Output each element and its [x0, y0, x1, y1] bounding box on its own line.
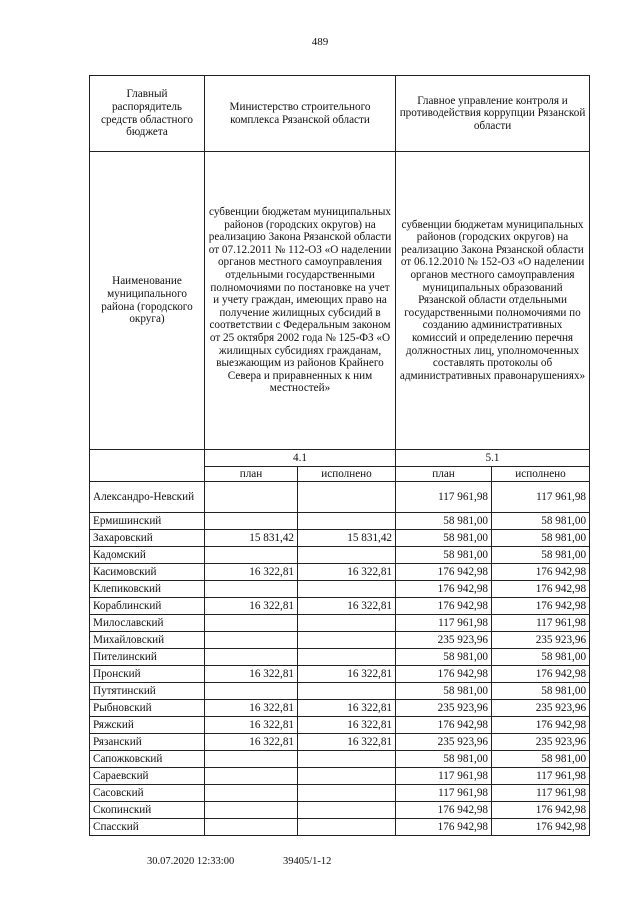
district-name: Пронский — [90, 666, 205, 683]
subheader-subvention-51: субвенции бюджетам муниципальных районов (городских округов) на реализацию Закона Рязанской области от 06.12.2010 № 152-ОЗ «О наделении органов местного самоуправления муниципальных образований Рязанской области отдельными государственными полномочиями по созданию административных комиссий и определению перечня должностных лиц, уполномоченных составлять протоколы об административных правонарушениях» — [396, 152, 590, 450]
plan-41 — [205, 581, 298, 598]
exec-41: 16 322,81 — [298, 564, 396, 581]
table-row — [90, 513, 590, 530]
exec-41 — [298, 768, 396, 785]
exec-51: 58 981,00 — [492, 513, 590, 530]
code-51: 5.1 — [396, 450, 590, 467]
table-row — [90, 581, 590, 598]
plan-41 — [205, 819, 298, 836]
exec-51: 58 981,00 — [492, 751, 590, 768]
exec-41: 16 322,81 — [298, 734, 396, 751]
plan-41 — [205, 768, 298, 785]
exec-51: 176 942,98 — [492, 819, 590, 836]
exec-51: 117 961,98 — [492, 768, 590, 785]
table-row — [90, 547, 590, 564]
exec-51: 176 942,98 — [492, 564, 590, 581]
plan-51: 235 923,96 — [396, 700, 492, 717]
exec-51: 176 942,98 — [492, 802, 590, 819]
plan-41: 16 322,81 — [205, 734, 298, 751]
exec-51: 117 961,98 — [492, 785, 590, 802]
exec-51: 117 961,98 — [492, 615, 590, 632]
plan-51: 58 981,00 — [396, 530, 492, 547]
plan-label: план — [396, 467, 492, 482]
plan-51: 117 961,98 — [396, 482, 492, 513]
plan-41: 16 322,81 — [205, 717, 298, 734]
plan-51: 176 942,98 — [396, 819, 492, 836]
plan-51: 117 961,98 — [396, 768, 492, 785]
exec-41: 16 322,81 — [298, 598, 396, 615]
exec-41 — [298, 482, 396, 513]
table-row — [90, 785, 590, 802]
table-row — [90, 615, 590, 632]
plan-41 — [205, 751, 298, 768]
plan-51: 58 981,00 — [396, 683, 492, 700]
exec-41 — [298, 581, 396, 598]
plan-51: 176 942,98 — [396, 564, 492, 581]
plan-51: 176 942,98 — [396, 802, 492, 819]
table-row — [90, 717, 590, 734]
plan-51: 58 981,00 — [396, 751, 492, 768]
table-row — [90, 564, 590, 581]
exec-51: 235 923,96 — [492, 632, 590, 649]
subheader-district-name: Наименование муниципального района (городского округа) — [90, 152, 205, 450]
district-name: Милославский — [90, 615, 205, 632]
exec-41 — [298, 785, 396, 802]
header-anticorruption: Главное управление контроля и противодействия коррупции Рязанской области — [396, 76, 590, 152]
table-row — [90, 768, 590, 785]
district-name: Рязанский — [90, 734, 205, 751]
table-row — [90, 632, 590, 649]
exec-41 — [298, 683, 396, 700]
district-name: Кораблинский — [90, 598, 205, 615]
exec-41: 16 322,81 — [298, 700, 396, 717]
code-41: 4.1 — [205, 450, 396, 467]
plan-41: 16 322,81 — [205, 564, 298, 581]
district-name: Сараевский — [90, 768, 205, 785]
table-row — [90, 649, 590, 666]
plan-41 — [205, 615, 298, 632]
exec-41 — [298, 513, 396, 530]
exec-51: 235 923,96 — [492, 734, 590, 751]
header-ministry: Министерство строительного комплекса Рязанской области — [205, 76, 396, 152]
district-name: Ряжский — [90, 717, 205, 734]
district-name: Касимовский — [90, 564, 205, 581]
plan-41 — [205, 632, 298, 649]
exec-51: 176 942,98 — [492, 717, 590, 734]
exec-41 — [298, 615, 396, 632]
exec-label: исполнено — [492, 467, 590, 482]
exec-51: 176 942,98 — [492, 598, 590, 615]
plan-41 — [205, 482, 298, 513]
plan-51: 235 923,96 — [396, 734, 492, 751]
footer-doc-id: 39405/1-12 — [283, 856, 332, 867]
table-row — [90, 819, 590, 836]
plan-51: 58 981,00 — [396, 649, 492, 666]
plan-41 — [205, 683, 298, 700]
empty-cell — [90, 450, 205, 482]
plan-41 — [205, 513, 298, 530]
exec-51: 176 942,98 — [492, 581, 590, 598]
district-name: Сапожковский — [90, 751, 205, 768]
table-row — [90, 700, 590, 717]
plan-41 — [205, 785, 298, 802]
plan-41: 16 322,81 — [205, 700, 298, 717]
subheader-subvention-41: субвенции бюджетам муниципальных районов (городских округов) на реализацию Закона Рязанской области от 07.12.2011 № 112-ОЗ «О наделении органов местного самоуправления отдельными государственными полномочиями по постановке на учет и учету граждан, имеющих право на получение жилищных субсидий в соответствии с Федеральным законом от 25 октября 2002 года № 125-ФЗ «О жилищных субсидиях гражданам, выезжающим из районов Крайнего Севера и приравненных к ним местностей» — [205, 152, 396, 450]
district-name: Сасовский — [90, 785, 205, 802]
exec-51: 58 981,00 — [492, 530, 590, 547]
table-row — [90, 802, 590, 819]
district-name: Ермишинский — [90, 513, 205, 530]
plan-51: 176 942,98 — [396, 717, 492, 734]
header-row — [90, 76, 590, 152]
table-row — [90, 683, 590, 700]
district-name: Рыбновский — [90, 700, 205, 717]
plan-41: 15 831,42 — [205, 530, 298, 547]
exec-label: исполнено — [298, 467, 396, 482]
plan-51: 235 923,96 — [396, 632, 492, 649]
exec-41 — [298, 632, 396, 649]
exec-41: 16 322,81 — [298, 666, 396, 683]
exec-41 — [298, 649, 396, 666]
plan-label: план — [205, 467, 298, 482]
table-row — [90, 598, 590, 615]
header-budget-manager: Главный распорядитель средств областного бюджета — [90, 76, 205, 152]
plan-51: 176 942,98 — [396, 581, 492, 598]
exec-41 — [298, 802, 396, 819]
district-name: Кадомский — [90, 547, 205, 564]
table-row — [90, 482, 590, 513]
table-row — [90, 530, 590, 547]
table-row — [90, 734, 590, 751]
district-name: Клепиковский — [90, 581, 205, 598]
district-name: Михайловский — [90, 632, 205, 649]
plan-41 — [205, 802, 298, 819]
page-number: 489 — [311, 36, 329, 48]
plan-51: 117 961,98 — [396, 785, 492, 802]
plan-41 — [205, 649, 298, 666]
plan-41 — [205, 547, 298, 564]
exec-41: 15 831,42 — [298, 530, 396, 547]
plan-51: 176 942,98 — [396, 598, 492, 615]
exec-51: 58 981,00 — [492, 649, 590, 666]
table-row — [90, 751, 590, 768]
plan-41: 16 322,81 — [205, 598, 298, 615]
footer-timestamp: 30.07.2020 12:33:00 — [147, 856, 235, 867]
plan-51: 58 981,00 — [396, 547, 492, 564]
plan-51: 176 942,98 — [396, 666, 492, 683]
exec-51: 58 981,00 — [492, 683, 590, 700]
table-row — [90, 666, 590, 683]
budget-table — [89, 75, 590, 836]
exec-51: 117 961,98 — [492, 482, 590, 513]
district-name: Пителинский — [90, 649, 205, 666]
district-name: Спасский — [90, 819, 205, 836]
exec-41: 16 322,81 — [298, 717, 396, 734]
code-row — [90, 450, 590, 467]
exec-51: 58 981,00 — [492, 547, 590, 564]
exec-51: 176 942,98 — [492, 666, 590, 683]
plan-51: 58 981,00 — [396, 513, 492, 530]
plan-51: 117 961,98 — [396, 615, 492, 632]
exec-41 — [298, 819, 396, 836]
district-name: Скопинский — [90, 802, 205, 819]
plan-41: 16 322,81 — [205, 666, 298, 683]
subheader-row — [90, 152, 590, 450]
district-name: Александро-Невский — [90, 482, 205, 513]
exec-51: 235 923,96 — [492, 700, 590, 717]
exec-41 — [298, 751, 396, 768]
exec-41 — [298, 547, 396, 564]
district-name: Захаровский — [90, 530, 205, 547]
district-name: Путятинский — [90, 683, 205, 700]
